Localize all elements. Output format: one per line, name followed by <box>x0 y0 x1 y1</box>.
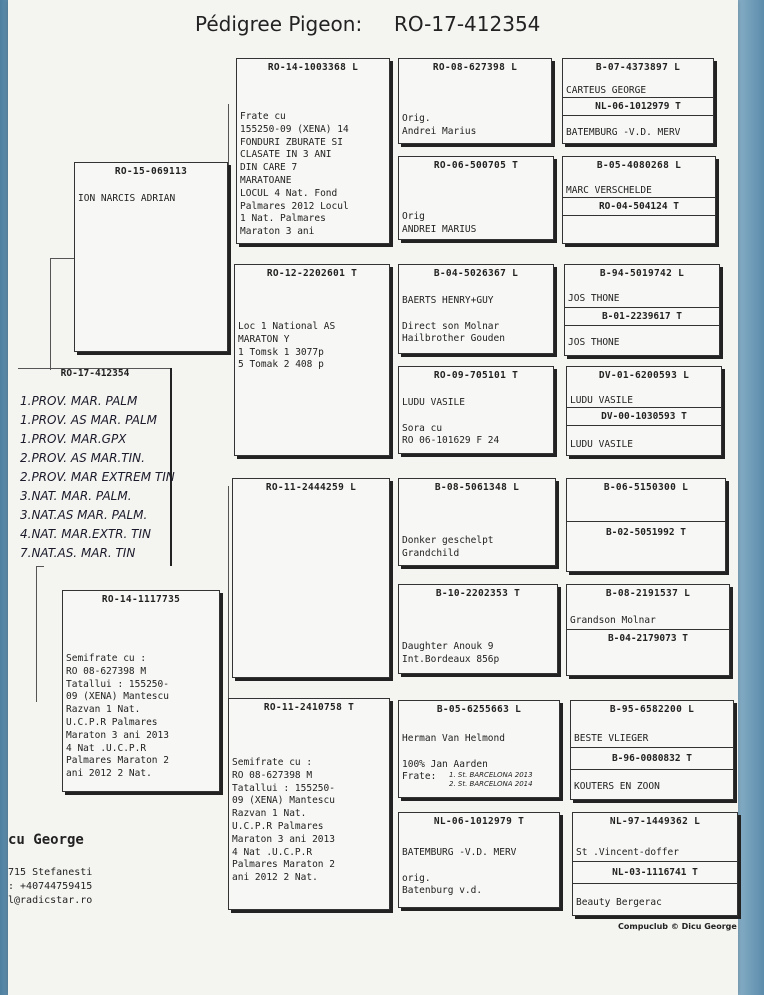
gen3-text: LUDU VASILE Sora cu RO 06-101629 F 24 <box>402 397 500 447</box>
gen4-top: MARC VERSCHELDE <box>566 185 652 196</box>
gen4-divider <box>567 425 721 426</box>
connector <box>36 566 37 702</box>
dam-box <box>62 590 220 792</box>
gen4-ring2: B-02-5051992 T <box>605 527 687 538</box>
gen4-divider <box>573 861 737 862</box>
gen3-box <box>398 700 560 798</box>
gen4-ring: B-07-4373897 L <box>595 62 681 73</box>
gen4-ring2: B-04-2179073 T <box>607 633 689 644</box>
gen4-divider <box>567 521 725 522</box>
main-box-border <box>18 368 170 369</box>
gen4-divider <box>563 215 715 216</box>
gen4-bottom: JOS THONE <box>568 337 620 348</box>
gen3-box <box>398 812 560 908</box>
gen4-ring: NL-97-1449362 L <box>609 816 701 827</box>
gen4-box <box>564 264 720 356</box>
gen4-ring: B-05-4080268 L <box>596 160 682 171</box>
footer-credit: Compuclub © Dicu George <box>618 922 737 931</box>
gen4-divider <box>571 747 733 748</box>
gen2-box <box>232 478 390 678</box>
connector <box>36 566 44 567</box>
gen4-ring: B-94-5019742 L <box>599 268 685 279</box>
gen4-ring2: B-01-2239617 T <box>601 311 683 322</box>
connector <box>50 258 51 370</box>
gen3-ring: B-04-5026367 L <box>433 268 519 279</box>
gen3-text: Herman Van Helmond 100% Jan Aarden Frate: <box>402 733 505 783</box>
gen4-ring: B-08-2191537 L <box>605 588 691 599</box>
gen4-divider <box>565 307 719 308</box>
gen3-ring: RO-06-500705 T <box>433 160 519 171</box>
gen4-ring: B-06-5150300 L <box>603 482 689 493</box>
gen4-box <box>570 700 734 800</box>
gen2-text: Semifrate cu : RO 08-627398 M Tatallui : 155250- 09 (XENA) Mantescu Razvan 1 Nat. U.C.P.R Palmares Maraton 3 ani 2013 4 Nat .U.C.P.R Palmares Maraton 2 ani 2012 2 Nat. <box>232 757 335 884</box>
gen4-box <box>562 58 714 144</box>
background-right <box>738 0 764 995</box>
owner-name: cu George <box>8 832 84 848</box>
gen4-divider <box>571 769 733 770</box>
gen4-top: CARTEUS GEORGE <box>566 85 647 96</box>
gen2-box <box>234 264 390 456</box>
gen3-handwritten-note: 1. St. BARCELONA 2013 2. St. BARCELONA 2014 <box>449 771 533 788</box>
gen3-box <box>398 366 554 454</box>
gen4-ring2: NL-03-1116741 T <box>612 867 698 878</box>
gen4-divider <box>573 883 737 884</box>
gen3-box <box>398 584 558 674</box>
gen4-ring: B-95-6582200 L <box>609 704 695 715</box>
gen4-top: JOS THONE <box>568 293 620 304</box>
gen2-box <box>236 58 390 244</box>
sire-ring: RO-15-069113 <box>114 166 188 177</box>
gen3-text: Daughter Anouk 9 Int.Bordeaux 856p <box>402 641 500 665</box>
gen4-bottom: KOUTERS EN ZOON <box>574 781 660 792</box>
gen3-box <box>398 58 552 144</box>
sire-box <box>74 162 228 352</box>
gen2-box <box>228 698 390 910</box>
gen4-divider <box>563 197 715 198</box>
gen3-text: Orig. Andrei Marius <box>402 113 477 137</box>
gen4-top: BESTE VLIEGER <box>574 733 649 744</box>
gen4-divider <box>563 97 713 98</box>
gen4-divider <box>563 115 713 116</box>
gen3-box <box>398 478 556 566</box>
gen3-ring: NL-06-1012979 T <box>433 816 525 827</box>
gen3-text: Donker geschelpt Grandchild <box>402 535 494 559</box>
gen4-bottom: BATEMBURG -V.D. MERV <box>566 127 681 138</box>
gen3-ring: B-08-5061348 L <box>434 482 520 493</box>
gen2-ring: RO-12-2202601 T <box>266 268 358 279</box>
gen4-ring: DV-01-6200593 L <box>598 370 690 381</box>
gen3-ring: B-10-2202353 T <box>435 588 521 599</box>
gen2-text: Frate cu 155250-09 (XENA) 14 FONDURI ZBURATE SI CLASATE IN 3 ANI DIN CARE 7 MARATOANE LOCUL 4 Nat. Fond Palmares 2012 Locul 1 Nat. Palmares Maraton 3 ani <box>240 111 349 238</box>
gen4-ring2: B-96-0080832 T <box>611 753 693 764</box>
gen3-text: BAERTS HENRY+GUY Direct son Molnar Hailbrother Gouden <box>402 295 505 345</box>
gen4-box <box>566 478 726 572</box>
main-ring-number: RO-17-412354 <box>60 368 130 379</box>
gen4-divider <box>567 629 729 630</box>
dam-ring: RO-14-1117735 <box>101 594 181 605</box>
gen4-bottom: LUDU VASILE <box>570 439 633 450</box>
gen2-ring: RO-14-1003368 L <box>267 62 359 73</box>
gen3-text: BATEMBURG -V.D. MERV orig. Batenburg v.d. <box>402 847 517 897</box>
main-results: 1.PROV. MAR. PALM 1.PROV. AS MAR. PALM 1.PROV. MAR.GPX 2.PROV. AS MAR.TIN. 2.PROV. MAR EXTREM TIN 3.NAT. MAR. PALM. 3.NAT.AS MAR. PALM. 4.NAT. MAR.EXTR. TIN 7.NAT.AS. MAR. TIN <box>20 394 175 560</box>
gen4-box <box>562 156 716 244</box>
gen2-ring: RO-11-2410758 T <box>263 702 355 713</box>
connector <box>50 258 74 259</box>
gen4-box <box>566 366 722 456</box>
gen4-ring2: RO-04-504124 T <box>598 201 680 212</box>
gen4-box <box>572 812 738 916</box>
gen4-divider <box>565 325 719 326</box>
gen4-ring2: NL-06-1012979 T <box>595 101 681 112</box>
gen3-ring: RO-08-627398 L <box>432 62 518 73</box>
gen4-top: St .Vincent-doffer <box>576 847 679 858</box>
connector <box>228 104 229 352</box>
sire-text: ION NARCIS ADRIAN <box>78 193 176 204</box>
gen3-ring: B-05-6255663 L <box>436 704 522 715</box>
gen4-bottom: Beauty Bergerac <box>576 897 662 908</box>
owner-address: 715 Stefanesti : +40744759415 l@radicstar.ro <box>8 867 93 906</box>
gen3-box <box>398 264 554 354</box>
gen4-divider <box>567 407 721 408</box>
gen3-box <box>398 156 554 240</box>
page-title: Pédigree Pigeon: RO-17-412354 <box>195 12 541 36</box>
gen3-text: Orig ANDREI MARIUS <box>402 211 477 235</box>
gen4-box <box>566 584 730 676</box>
gen4-top: Grandson Molnar <box>570 615 656 626</box>
gen2-ring: RO-11-2444259 L <box>265 482 357 493</box>
gen4-top: LUDU VASILE <box>570 395 633 406</box>
gen2-text: Loc 1 National AS MARATON Y 1 Tomsk 1 3077p 5 Tomak 2 408 p <box>238 321 336 371</box>
gen3-ring: RO-09-705101 T <box>433 370 519 381</box>
dam-text: Semifrate cu : RO 08-627398 M Tatallui : 155250- 09 (XENA) Mantescu Razvan 1 Nat. U.C.P.R Palmares Maraton 3 ani 2013 4 Nat .U.C.P.R Palmares Maraton 2 ani 2012 2 Nat. <box>66 653 169 780</box>
gen4-ring2: DV-00-1030593 T <box>601 411 687 422</box>
